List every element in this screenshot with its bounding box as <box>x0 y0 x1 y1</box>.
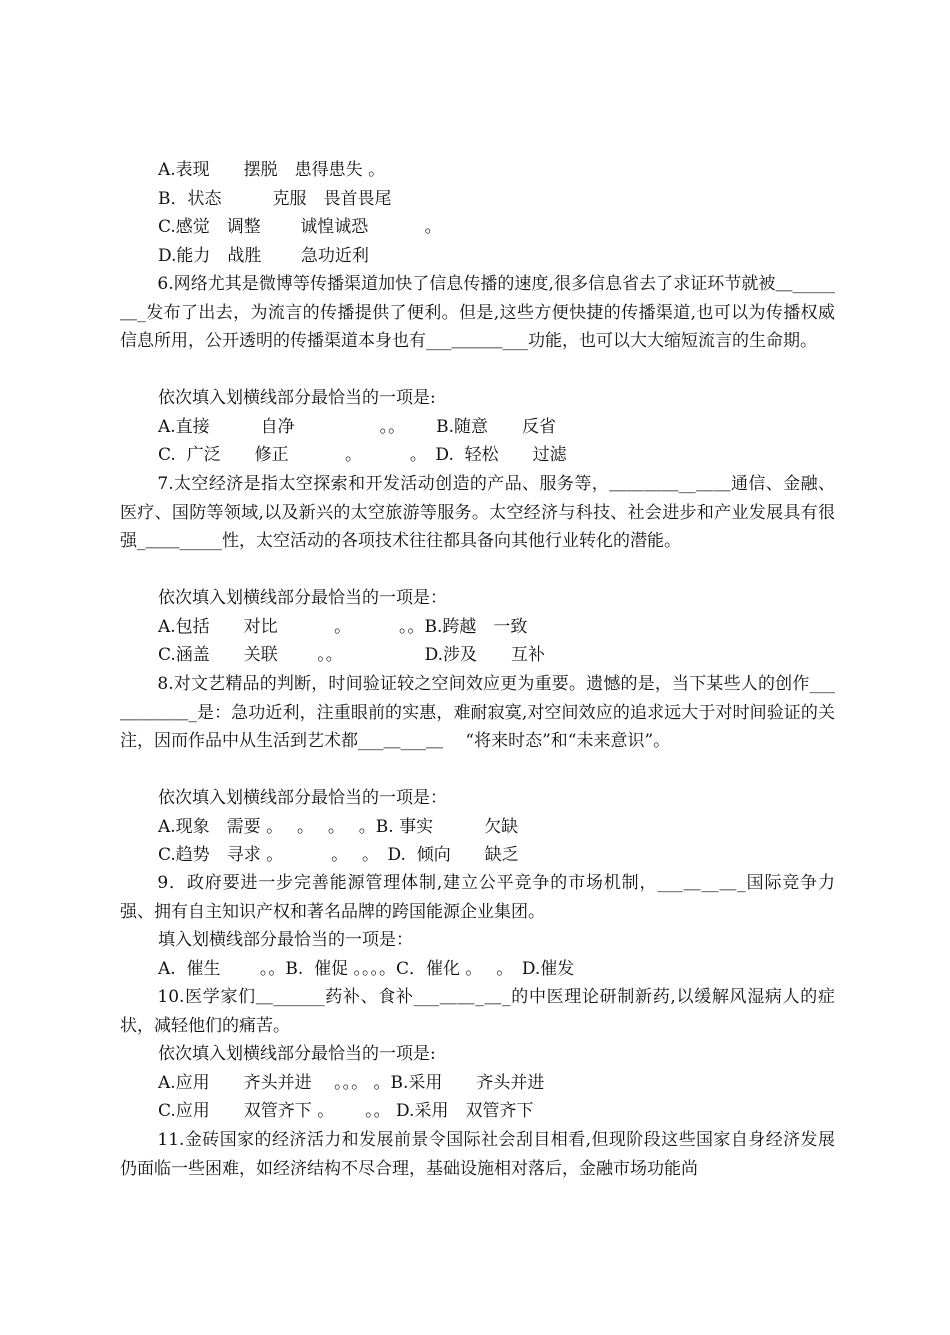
option-line: A.现象 需要 。 。 。 。B. 事实 欠缺 <box>158 816 519 837</box>
option-line: A.包括 对比 。 。。B.跨越 一致 <box>158 616 528 637</box>
question-text: 8.对文艺精品的判断，时间验证较之空间效应更为重要。遗憾的是，当下某些人的创作___＿＿＿＿_是：急功近利，注重眼前的实惠，难耐寂寞,对空间效应的追求远大于对时间验证的关注，因而作品中从生活到艺术都___＿___＿ “将来时态”和“未来意识”。 <box>120 674 835 751</box>
question-text: 7.太空经济是指太空探索和开发活动创造的产品、服务等，＿＿＿＿__＿＿通信、金融、医疗、国防等领域,以及新兴的太空旅游等服务。太空经济与科技、社会进步和产业发展具有很强_＿＿_____性，太空活动的各项技术往往都具备向其他行业转化的潜能。 <box>120 474 835 551</box>
instruction-line: 依次填入划横线部分最恰当的一项是: <box>158 1044 436 1064</box>
option-line: C.感觉 调整 诚惶诚恐 。 <box>158 217 442 237</box>
question-10 <box>120 983 835 1040</box>
options-q5 <box>120 156 835 270</box>
option-line: C.应用 双管齐下 。 。。 D.采用 双管齐下 <box>158 1101 534 1121</box>
options-q10 <box>120 1040 835 1126</box>
question-6 <box>120 270 835 356</box>
options-q7 <box>120 584 835 670</box>
options-q9 <box>120 926 835 983</box>
option-line: C.涵盖 关联 。。 D.涉及 互补 <box>158 645 546 665</box>
option-line: C. 广泛 修正 。 。 D. 轻松 过滤 <box>158 445 567 465</box>
option-line: A.应用 齐头并进 。。。 。B.采用 齐头并进 <box>158 1072 545 1093</box>
instruction-line: 依次填入划横线部分最恰当的一项是： <box>158 788 447 808</box>
option-line: B．状态 克服 畏首畏尾 <box>158 188 392 209</box>
question-8 <box>120 670 835 756</box>
option-line: A.直接 自净 。。 B.随意 反省 <box>158 416 556 437</box>
option-line: A.表现 摆脱 患得患失 。 <box>158 160 386 180</box>
question-text: 9．政府要进一步完善能源管理体制,建立公平竞争的市场机制，___＿__＿_国际竞争力强、拥有自主知识产权和著名品牌的跨国能源企业集团。 <box>120 873 835 922</box>
option-line: A. 催生 。。B. 催促 。。。。C．催化 。 。 D.催发 <box>158 958 575 979</box>
question-text: 11.金砖国家的经济活力和发展前景令国际社会刮目相看,但现阶段这些国家自身经济发展仍面临一些困难，如经济结构不尽合理，基础设施相对落后，金融市场功能尚 <box>120 1130 835 1179</box>
question-7 <box>120 470 835 556</box>
question-11 <box>120 1126 835 1183</box>
options-q6 <box>120 384 835 470</box>
instruction-line: 填入划横线部分最恰当的一项是： <box>158 930 413 950</box>
option-line: C.趋势 寻求 。 。 。 D. 倾向 缺乏 <box>158 845 519 865</box>
instruction-line: 依次填入划横线部分最恰当的一项是: <box>158 388 436 408</box>
instruction-line: 依次填入划横线部分最恰当的一项是： <box>158 588 447 608</box>
question-text: 10.医学家们＿______药补、食补___＿＿_＿_的中医理论研制新药,以缓解风湿病人的症状，减轻他们的痛苦。 <box>120 987 835 1036</box>
question-9 <box>120 869 835 926</box>
option-line: D.能力 战胜 急功近利 <box>158 245 369 266</box>
question-text: 6.网络尤其是微博等传播渠道加快了信息传播的速度,很多信息省去了求证环节就被＿_____＿_发布了出去，为流言的传播提供了便利。但是,这些方便快捷的传播渠道,也可以为传播权威信息所用，公开透明的传播渠道本身也有___＿＿＿___功能，也可以大大缩短流言的生命期。 <box>120 274 835 351</box>
options-q8 <box>120 784 835 870</box>
